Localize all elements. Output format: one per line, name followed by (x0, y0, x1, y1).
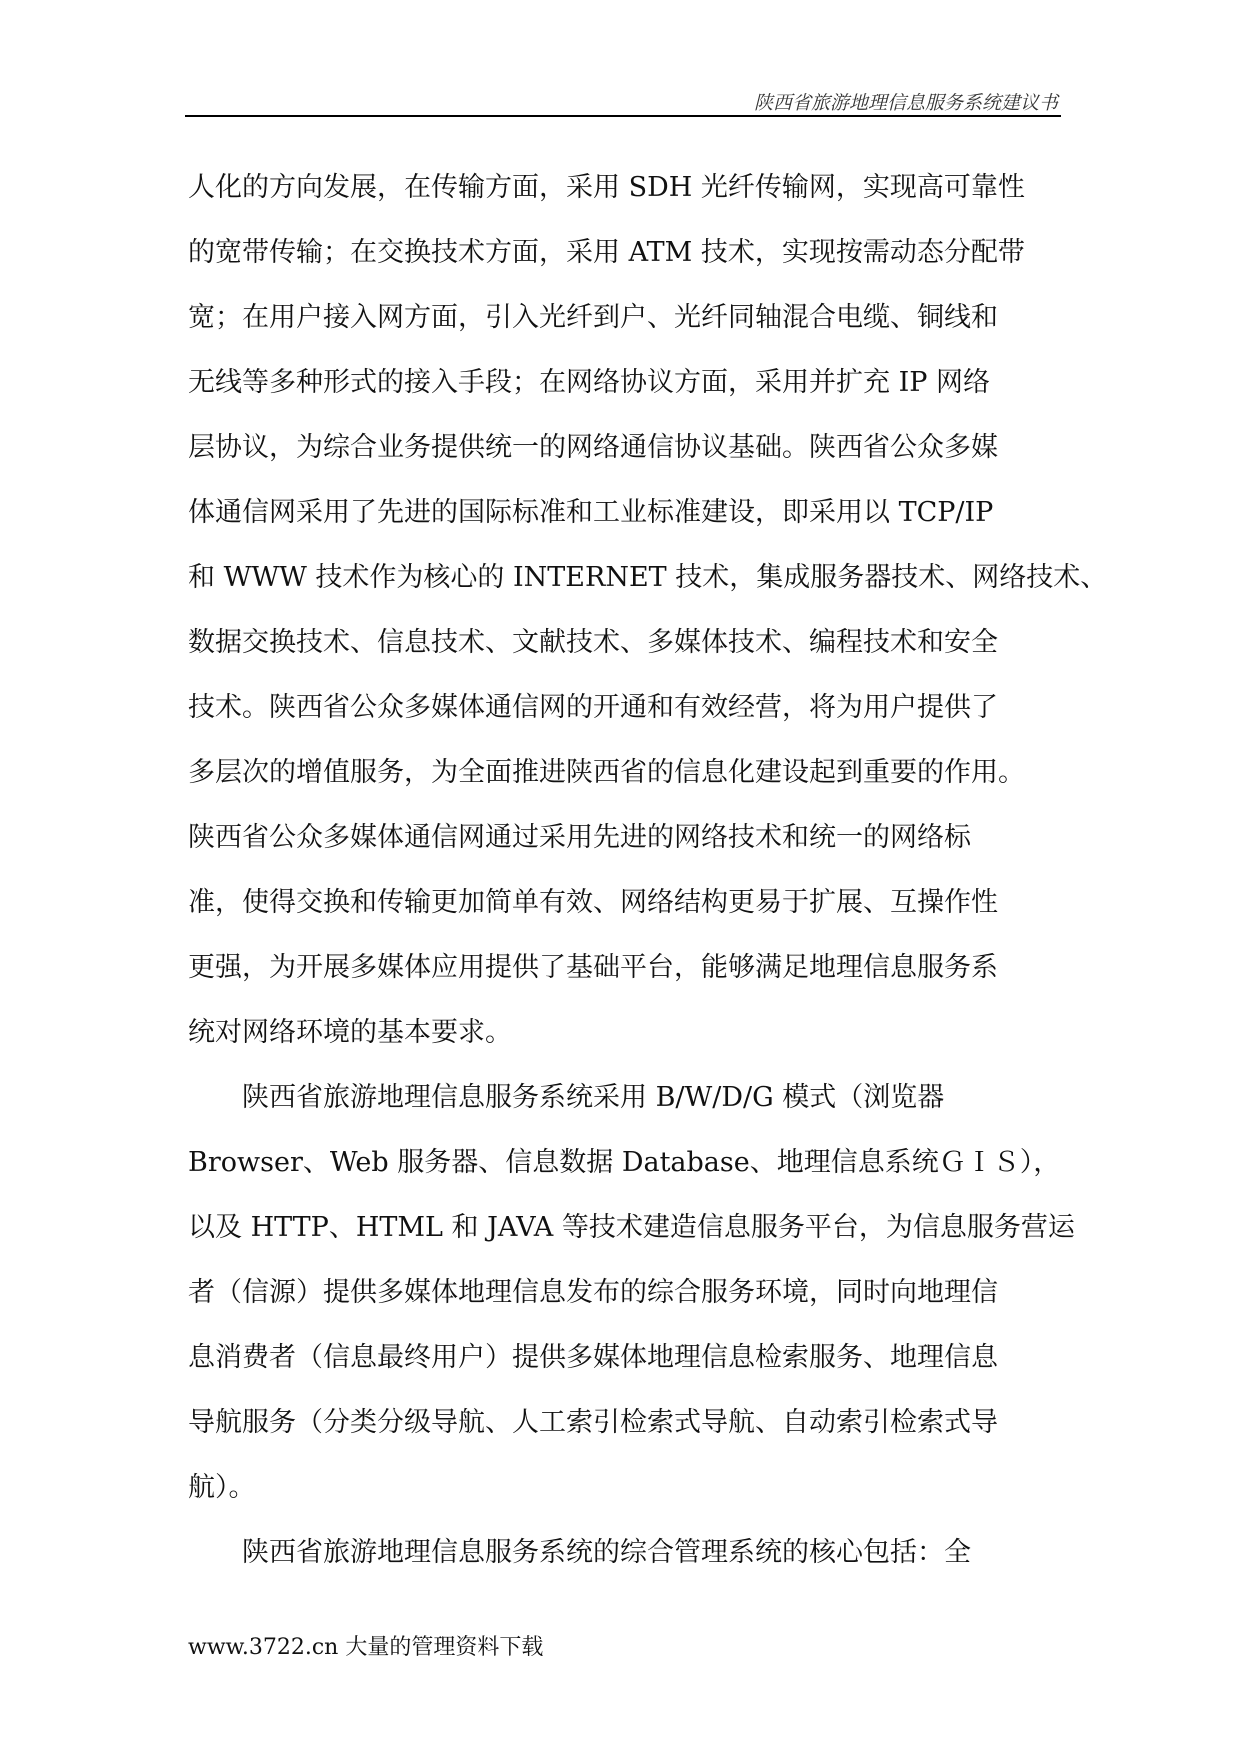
body-line: 数据交换技术、信息技术、文献技术、多媒体技术、编程技术和安全 (188, 627, 998, 658)
body-line: 者（信源）提供多媒体地理信息发布的综合服务环境，同时向地理信 (188, 1277, 998, 1308)
body-line: 体通信网采用了先进的国际标准和工业标准建设，即采用以 TCP/IP (188, 497, 994, 528)
body-line: 的宽带传输；在交换技术方面，采用 ATM 技术，实现按需动态分配带 (188, 237, 1025, 268)
body-line: 层协议，为综合业务提供统一的网络通信协议基础。陕西省公众多媒 (188, 432, 998, 463)
body-line: Browser、Web 服务器、信息数据 Database、地理信息系统ＧＩＳ）， (188, 1147, 1061, 1178)
body-line: 统对网络环境的基本要求。 (188, 1017, 512, 1048)
body-line: 导航服务（分类分级导航、人工索引检索式导航、自动索引检索式导 (188, 1407, 998, 1438)
body-line: 技术。陕西省公众多媒体通信网的开通和有效经营，将为用户提供了 (188, 692, 998, 723)
body-line: 更强，为开展多媒体应用提供了基础平台，能够满足地理信息服务系 (188, 952, 998, 983)
body-line: 以及 HTTP、HTML 和 JAVA 等技术建造信息服务平台，为信息服务营运 (188, 1212, 1075, 1243)
body-line: 人化的方向发展，在传输方面，采用 SDH 光纤传输网，实现高可靠性 (188, 172, 1025, 203)
body-line: 准，使得交换和传输更加简单有效、网络结构更易于扩展、互操作性 (188, 887, 998, 918)
body-line: 宽；在用户接入网方面，引入光纤到户、光纤同轴混合电缆、铜线和 (188, 302, 998, 333)
body-line: 陕西省旅游地理信息服务系统的综合管理系统的核心包括：全 (188, 1537, 971, 1568)
document-body (188, 155, 1108, 1585)
body-line: 陕西省旅游地理信息服务系统采用 B/W/D/G 模式（浏览器 (188, 1082, 945, 1113)
page-footer-text: www.3722.cn 大量的管理资料下载 (188, 1635, 544, 1660)
header-divider (185, 115, 1061, 117)
body-line: 航）。 (188, 1472, 256, 1503)
page-header-title: 陕西省旅游地理信息服务系统建议书 (753, 92, 1058, 114)
body-line: 多层次的增值服务，为全面推进陕西省的信息化建设起到重要的作用。 (188, 757, 1025, 788)
body-line: 陕西省公众多媒体通信网通过采用先进的网络技术和统一的网络标 (188, 822, 971, 853)
body-line: 无线等多种形式的接入手段；在网络协议方面，采用并扩充 IP 网络 (188, 367, 990, 398)
body-line: 息消费者（信息最终用户）提供多媒体地理信息检索服务、地理信息 (188, 1342, 998, 1373)
body-line: 和 WWW 技术作为核心的 INTERNET 技术，集成服务器技术、网络技术、 (188, 562, 1108, 593)
